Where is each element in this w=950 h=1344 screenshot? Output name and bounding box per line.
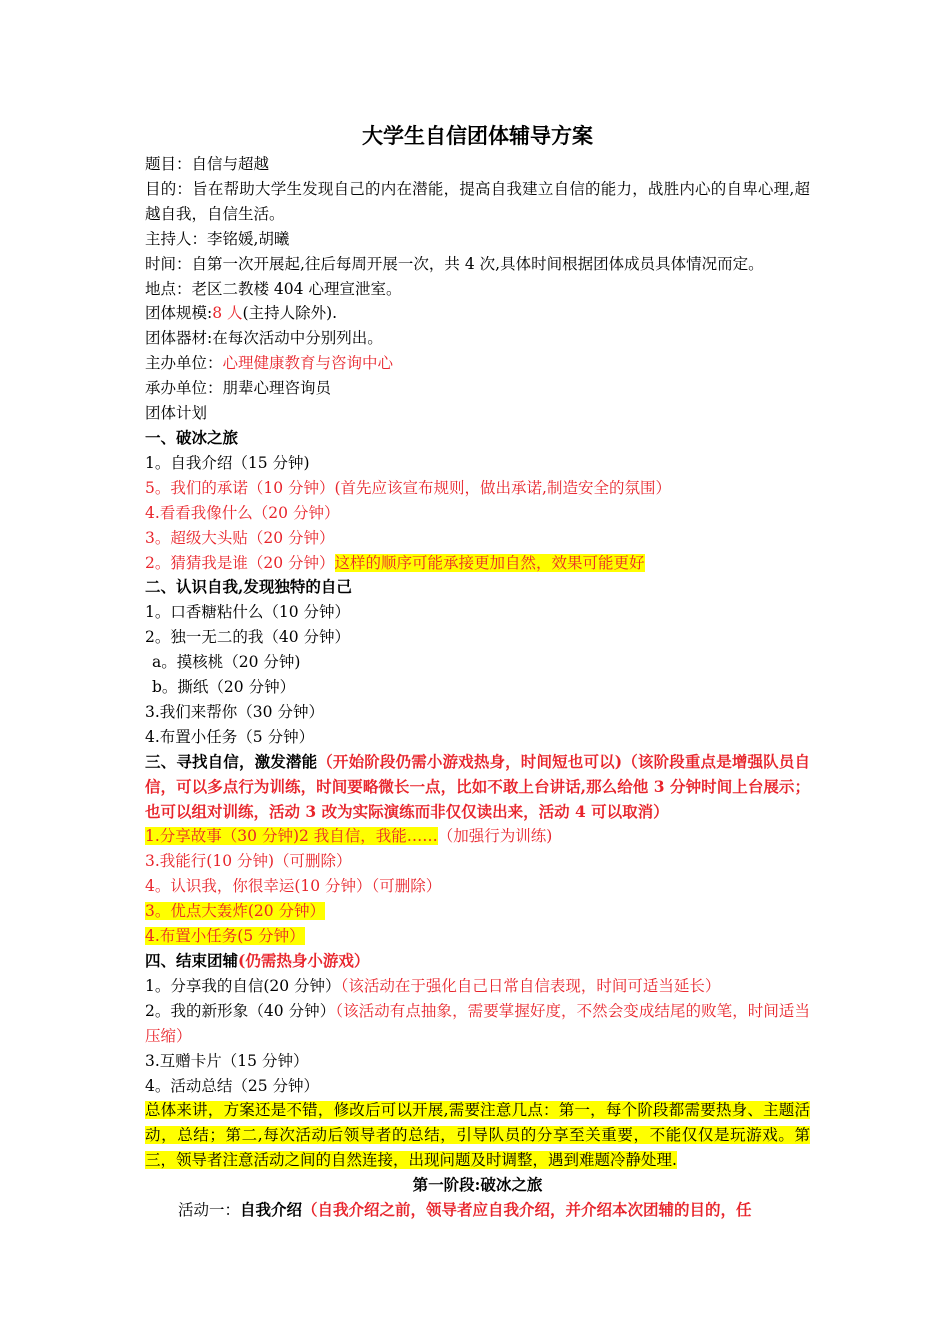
section4-heading-note: (仍需热身小游戏） <box>238 951 370 970</box>
section3-item: 3.我能行(10 分钟)（可删除） <box>145 852 352 871</box>
section3-item-text: 3。优点大轰炸(20 分钟） <box>145 902 326 921</box>
section2-item: 4.布置小任务（5 分钟） <box>145 727 315 746</box>
section2-subitem: a。摸核桃（20 分钟) <box>152 653 301 672</box>
host-line: 主持人：李铭媛,胡曦 <box>145 229 290 248</box>
section4-item: 3.互赠卡片（15 分钟） <box>145 1051 309 1070</box>
section4-heading <box>145 949 810 974</box>
section1-item: 3。超级大头贴（20 分钟） <box>145 528 335 547</box>
section2-heading: 二、认识自我,发现独特的自己 <box>145 577 352 597</box>
section3-item <box>145 899 810 924</box>
section3-item-text: 4.布置小任务(5 分钟） <box>145 927 305 946</box>
activity-label: 活动一： <box>178 1201 241 1220</box>
section3-heading <box>145 750 810 825</box>
phase1-heading: 第一阶段:破冰之旅 <box>412 1175 543 1195</box>
section3-item-text: 1.分享故事（30 分钟)2 我自信，我能…… <box>145 827 438 846</box>
summary-paragraph <box>145 1098 810 1173</box>
section4-item: 4。活动总结（25 分钟） <box>145 1076 320 1095</box>
section1-item-text: 2。猜猜我是谁（20 分钟） <box>145 553 335 572</box>
section3-item: 4。认识我，你很幸运(10 分钟）（可删除） <box>145 877 442 896</box>
section4-item-note: （该活动在于强化自己日常自信表现，时间可适当延长） <box>340 976 721 995</box>
section2-item: 1。口香糖粘什么（10 分钟） <box>145 603 351 622</box>
summary-text: 总体来讲，方案还是不错，修改后可以开展,需要注意几点：第一，每个阶段都需要热身、主题活动，总结；第二,每次活动后领导者的总结，引导队员的分享至关重要，不能仅仅是玩游戏。第三，领导者注意活动之间的自然连接，出现问题及时调整，遇到难题冷静处理. <box>145 1101 810 1170</box>
section4-item <box>145 999 810 1049</box>
document-title: 大学生自信团体辅导方案 <box>362 123 593 148</box>
scale-note: (主持人除外). <box>242 304 338 323</box>
section2-item: 2。独一无二的我（40 分钟） <box>145 628 351 647</box>
scale-value: 8 人 <box>212 304 243 323</box>
section1-item: 1。自我介绍（15 分钟) <box>145 453 310 472</box>
organizer-value: 心理健康教育与咨询中心 <box>222 354 394 373</box>
topic-line: 题目：自信与超越 <box>145 155 270 173</box>
phase1-activity-line <box>145 1198 810 1223</box>
equipment-line: 团体器材:在每次活动中分别列出。 <box>145 329 383 348</box>
activity-note: （自我介绍之前，领导者应自我介绍，并介绍本次团辅的目的，任 <box>302 1200 752 1220</box>
section1-item: 5。我们的承诺（10 分钟）(首先应该宣布规则，做出承诺,制造安全的氛围） <box>145 478 671 497</box>
section2-subitem: b。撕纸（20 分钟） <box>152 678 296 697</box>
section2-item: 3.我们来帮你（30 分钟） <box>145 702 324 721</box>
section4-item-text: 2。我的新形象（40 分钟） <box>145 1001 336 1020</box>
section1-item: 4.看看我像什么（20 分钟） <box>145 503 340 522</box>
plan-line: 团体计划 <box>145 404 208 423</box>
section1-item <box>145 551 810 576</box>
section3-item-note: （加强行为训练) <box>437 827 553 846</box>
section3-item <box>145 924 810 949</box>
document-page <box>145 120 810 1223</box>
section1-heading: 一、破冰之旅 <box>145 427 239 447</box>
activity-name: 自我介绍 <box>240 1200 303 1220</box>
section4-item-text: 1。分享我的自信(20 分钟） <box>145 976 341 995</box>
section3-item <box>145 824 810 849</box>
time-line: 时间：自第一次开展起,往后每周开展一次，共 4 次,具体时间根据团体成员具体情况而定。 <box>145 254 764 273</box>
section4-item-note: （该活动有点抽象，需要掌握好度，不然会变成结尾的败笔，时间适当压缩） <box>145 1001 810 1045</box>
section4-item <box>145 974 810 999</box>
co-organizer-line: 承办单位：朋辈心理咨询员 <box>145 379 332 398</box>
section3-heading-text: 三、寻找自信，激发潜能 <box>145 751 318 771</box>
scale-line <box>145 301 810 326</box>
section3-note: （开始阶段仍需小游戏热身，时间短也可以)（该阶段重点是增强队员自信，可以多点行为训练，时间要略微长一点，比如不敢上台讲话,那么给他 3 分钟时间上台展示；也可以组对训练，活动 3 改为实际演练而非仅仅读出来，活动 4 可以取消） <box>145 751 810 821</box>
purpose-paragraph: 目的：旨在帮助大学生发现自己的内在潜能，提高自我建立自信的能力，战胜内心的自卑心理,超越自我，自信生活。 <box>145 179 810 223</box>
place-line: 地点：老区二教楼 404 心理宣泄室。 <box>145 279 402 298</box>
section4-heading-text: 四、结束团辅 <box>145 951 239 970</box>
scale-label: 团体规模: <box>145 304 213 323</box>
organizer-label: 主办单位： <box>145 354 223 373</box>
section1-order-note: 这样的顺序可能承接更加自然，效果可能更好 <box>334 553 645 572</box>
organizer-line <box>145 351 810 376</box>
